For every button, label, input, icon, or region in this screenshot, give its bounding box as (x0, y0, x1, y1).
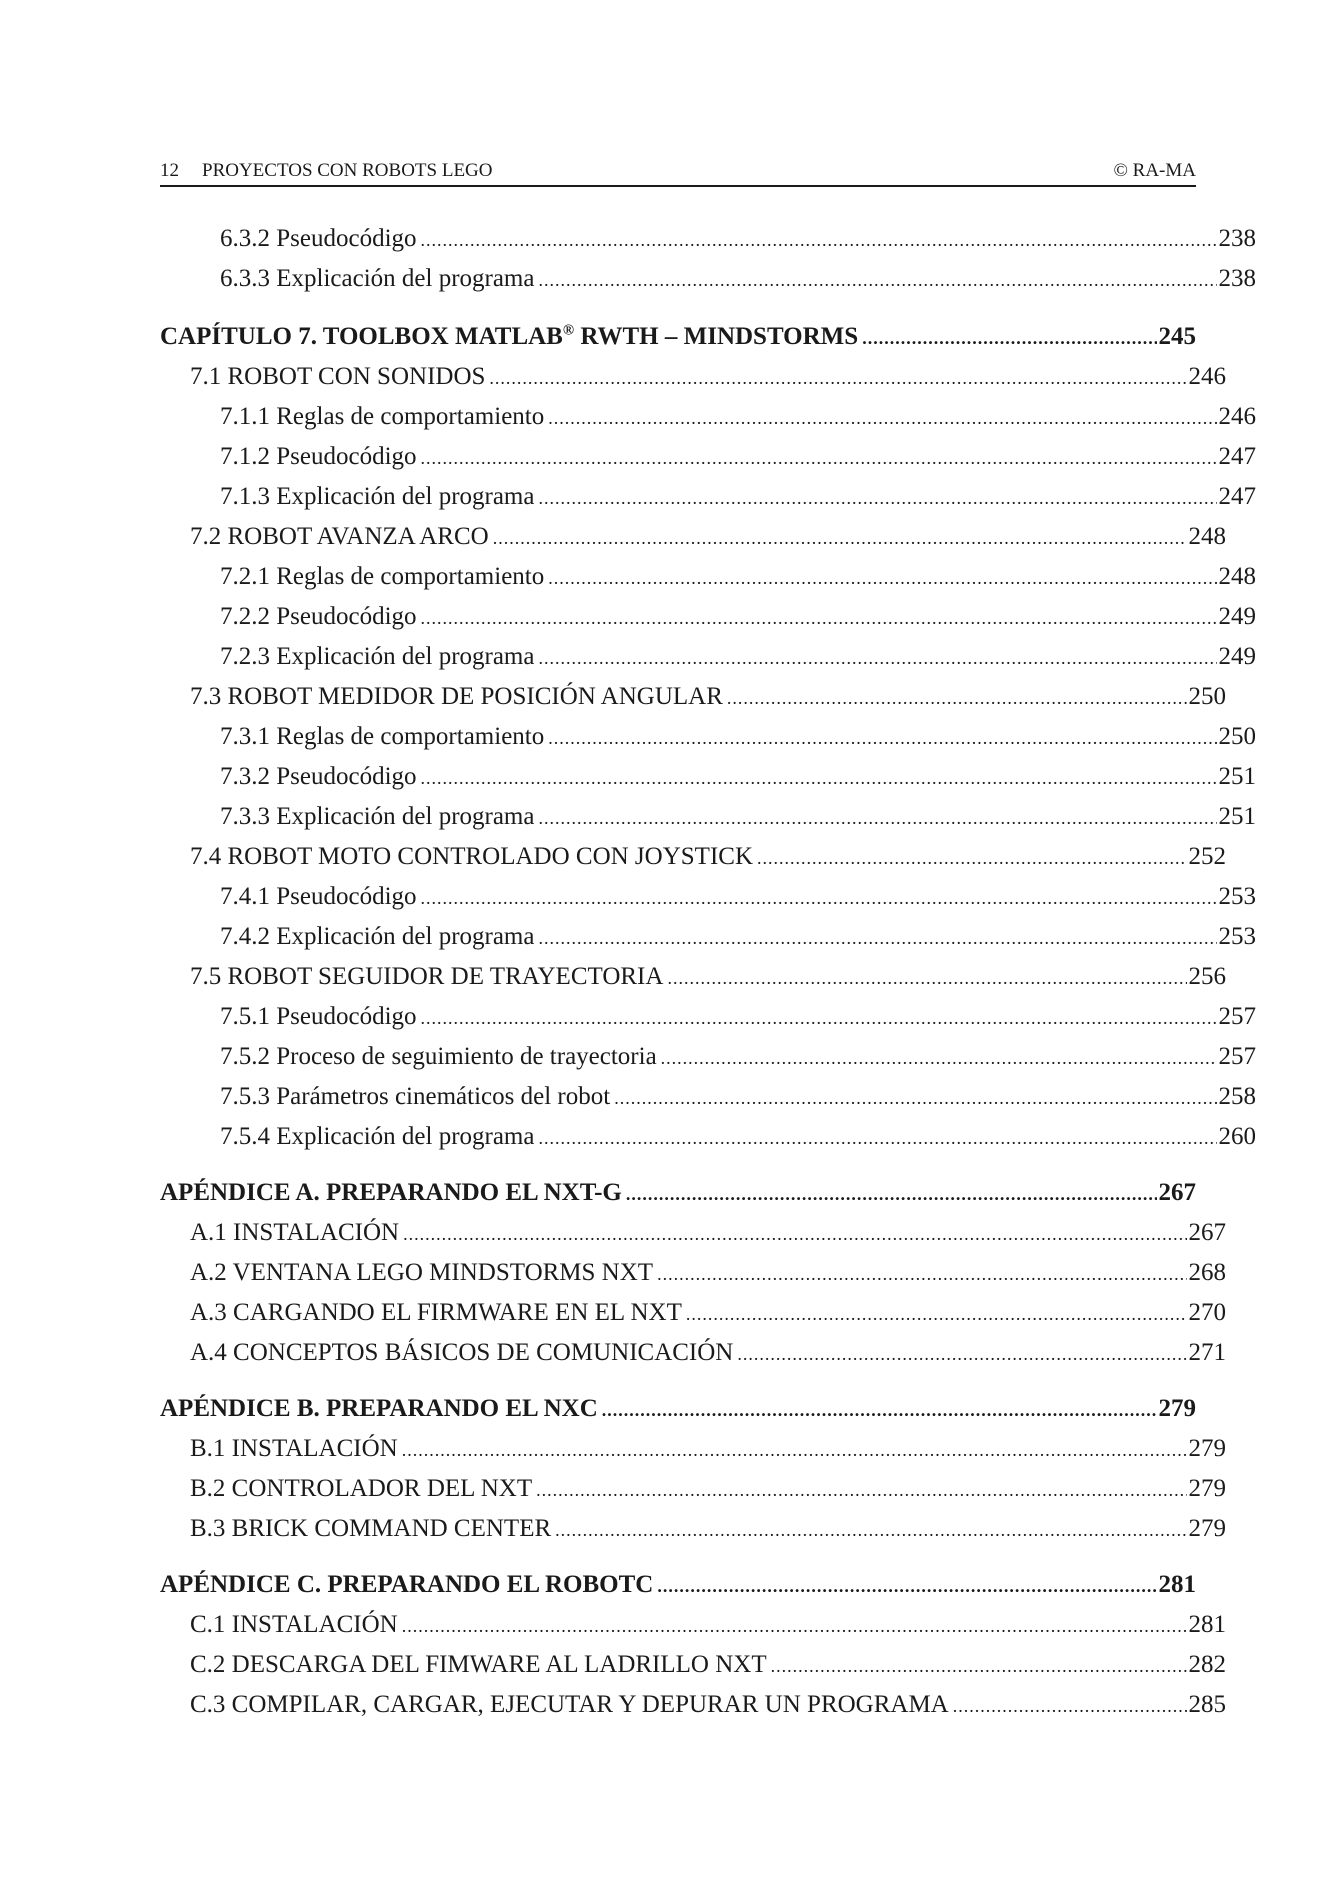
dot-leader (657, 1569, 1156, 1603)
dot-leader (402, 1433, 1187, 1467)
dot-leader (421, 881, 1217, 915)
toc-page-number: 281 (1188, 1611, 1226, 1638)
toc-entry-label: 7.1 ROBOT CON SONIDOS (190, 363, 486, 390)
dot-leader (862, 321, 1156, 355)
toc-page-number: 279 (1188, 1475, 1226, 1502)
toc-page-number: 257 (1218, 1003, 1256, 1030)
toc-page-number: 279 (1188, 1435, 1226, 1462)
toc-entry[interactable] (160, 440, 1256, 474)
toc-entry[interactable] (160, 960, 1226, 994)
dot-leader (421, 761, 1217, 795)
toc-entry[interactable] (160, 1608, 1226, 1642)
toc-entry-label: APÉNDICE A. PREPARANDO EL NXT-G (160, 1179, 622, 1206)
toc-entry[interactable] (160, 360, 1226, 394)
toc-entry[interactable] (160, 1000, 1256, 1034)
toc-page-number: 270 (1188, 1299, 1226, 1326)
toc-page-number: 257 (1218, 1043, 1256, 1070)
toc-entry[interactable] (160, 800, 1256, 834)
toc-entry[interactable] (160, 222, 1256, 256)
toc-entry-label: 7.3.1 Reglas de comportamiento (220, 723, 545, 750)
toc-entry-label: 7.2.3 Explicación del programa (220, 643, 535, 670)
toc-entry-label: APÉNDICE B. PREPARANDO EL NXC (160, 1395, 598, 1422)
toc-entry[interactable] (160, 760, 1256, 794)
toc-page-number: 281 (1158, 1571, 1196, 1598)
dot-leader (538, 641, 1216, 675)
toc-page-number: 247 (1218, 483, 1256, 510)
toc-entry-label: 7.5.1 Pseudocódigo (220, 1003, 417, 1030)
dot-leader (614, 1081, 1216, 1115)
toc-chapter-entry[interactable] (160, 1176, 1196, 1210)
toc-entry[interactable] (160, 1120, 1256, 1154)
toc-page-number: 282 (1188, 1651, 1226, 1678)
toc-entry-label: 6.3.3 Explicación del programa (220, 265, 535, 292)
toc-entry[interactable] (160, 840, 1226, 874)
dot-leader (421, 601, 1217, 635)
toc-entry-label-text: CAPÍTULO 7. TOOLBOX MATLAB (160, 323, 563, 350)
toc-entry-label: B.1 INSTALACIÓN (190, 1435, 398, 1462)
toc-entry[interactable] (160, 262, 1256, 296)
dot-leader (538, 921, 1216, 955)
dot-leader (602, 1393, 1157, 1427)
dot-leader (536, 1473, 1186, 1507)
dot-leader (727, 681, 1187, 715)
toc-page-number: 249 (1218, 643, 1256, 670)
toc-entry[interactable] (160, 600, 1256, 634)
toc-entry-label: C.2 DESCARGA DEL FIMWARE AL LADRILLO NXT (190, 1651, 767, 1678)
running-title: PROYECTOS CON ROBOTS LEGO (202, 160, 493, 181)
toc-page-number: 246 (1188, 363, 1226, 390)
toc-entry[interactable] (160, 560, 1256, 594)
dot-leader (403, 1217, 1186, 1251)
toc-entry[interactable] (160, 1296, 1226, 1330)
toc-entry[interactable] (160, 1512, 1226, 1546)
dot-leader (421, 223, 1217, 257)
toc-entry-label: B.2 CONTROLADOR DEL NXT (190, 1475, 533, 1502)
toc-entry-label: 7.4.1 Pseudocódigo (220, 883, 417, 910)
toc-chapter-entry[interactable] (160, 1568, 1196, 1602)
toc-entry[interactable] (160, 1040, 1256, 1074)
dot-leader (661, 1041, 1217, 1075)
toc-page-number: 285 (1188, 1691, 1226, 1718)
dot-leader (771, 1649, 1187, 1683)
dot-leader (548, 721, 1216, 755)
publisher-mark: © RA-MA (1113, 160, 1196, 181)
toc-page-number: 245 (1158, 323, 1196, 350)
toc-page-number: 260 (1218, 1123, 1256, 1150)
toc-entry[interactable] (160, 1256, 1226, 1290)
toc-page-number: 250 (1218, 723, 1256, 750)
registered-mark: ® (562, 322, 575, 339)
toc-page-number: 253 (1218, 923, 1256, 950)
toc-page-number: 271 (1188, 1339, 1226, 1366)
dot-leader (548, 561, 1216, 595)
dot-leader (489, 361, 1186, 395)
dot-leader (686, 1297, 1187, 1331)
toc-entry-label: 7.2.2 Pseudocódigo (220, 603, 417, 630)
toc-page-number: 251 (1218, 803, 1256, 830)
toc-page-number: 253 (1218, 883, 1256, 910)
toc-entry-label: 7.1.1 Reglas de comportamiento (220, 403, 545, 430)
dot-leader (421, 1001, 1217, 1035)
header-rule (160, 185, 1196, 187)
dot-leader (657, 1257, 1186, 1291)
toc-page-number: 252 (1188, 843, 1226, 870)
dot-leader (548, 401, 1216, 435)
dot-leader (667, 961, 1186, 995)
toc-page-number: 238 (1218, 265, 1256, 292)
dot-leader (555, 1513, 1186, 1547)
dot-leader (538, 1121, 1216, 1155)
toc-entry[interactable] (160, 880, 1256, 914)
toc-entry-label: 6.3.2 Pseudocódigo (220, 225, 417, 252)
toc-chapter-entry[interactable] (160, 1392, 1196, 1426)
toc-page-number: 267 (1158, 1179, 1196, 1206)
toc-entry-label: 7.5.4 Explicación del programa (220, 1123, 535, 1150)
toc-page-number: 268 (1188, 1259, 1226, 1286)
toc-page-number: 248 (1218, 563, 1256, 590)
toc-entry[interactable] (160, 1472, 1226, 1506)
toc-page-number: 249 (1218, 603, 1256, 630)
toc-page-number: 247 (1218, 443, 1256, 470)
toc-entry-label: A.1 INSTALACIÓN (190, 1219, 400, 1246)
toc-entry-label: 7.5 ROBOT SEGUIDOR DE TRAYECTORIA (190, 963, 664, 990)
toc-entry-label (160, 320, 858, 354)
toc-entry-label: 7.1.3 Explicación del programa (220, 483, 535, 510)
toc-entry[interactable] (160, 480, 1256, 514)
toc-entry-label: 7.4.2 Explicación del programa (220, 923, 535, 950)
toc-entry-label: 7.2 ROBOT AVANZA ARCO (190, 523, 489, 550)
toc-entry-label: 7.3.3 Explicación del programa (220, 803, 535, 830)
toc-page-number: 258 (1218, 1083, 1256, 1110)
toc-page-number: 248 (1188, 523, 1226, 550)
toc-entry-label: A.2 VENTANA LEGO MINDSTORMS NXT (190, 1259, 654, 1286)
toc-chapter-entry[interactable] (160, 320, 1196, 354)
toc-page-number: 279 (1158, 1395, 1196, 1422)
toc-page-number: 279 (1188, 1515, 1226, 1542)
toc-page-number: 238 (1218, 225, 1256, 252)
toc-entry-label: A.3 CARGANDO EL FIRMWARE EN EL NXT (190, 1299, 682, 1326)
toc-page-number: 246 (1218, 403, 1256, 430)
toc-entry-label: C.3 COMPILAR, CARGAR, EJECUTAR Y DEPURAR UN PROGRAMA (190, 1691, 949, 1718)
toc-entry[interactable] (160, 1432, 1226, 1466)
toc-entry[interactable] (160, 920, 1256, 954)
toc-page-number: 250 (1188, 683, 1226, 710)
toc-entry-label: B.3 BRICK COMMAND CENTER (190, 1515, 552, 1542)
toc-entry[interactable] (160, 720, 1256, 754)
toc-entry-label: C.1 INSTALACIÓN (190, 1611, 398, 1638)
dot-leader (538, 801, 1216, 835)
toc-page-number: 267 (1188, 1219, 1226, 1246)
toc-entry-label: 7.3 ROBOT MEDIDOR DE POSICIÓN ANGULAR (190, 683, 723, 710)
dot-leader (421, 441, 1217, 475)
toc-entry-label-text: RWTH – MINDSTORMS (574, 323, 859, 350)
toc-entry-label: 7.5.3 Parámetros cinemáticos del robot (220, 1083, 611, 1110)
toc-entry[interactable] (160, 1648, 1226, 1682)
toc-entry-label: 7.5.2 Proceso de seguimiento de trayectoria (220, 1043, 657, 1070)
toc-entry-label: 7.2.1 Reglas de comportamiento (220, 563, 545, 590)
toc-entry-label: A.4 CONCEPTOS BÁSICOS DE COMUNICACIÓN (190, 1339, 734, 1366)
toc-entry-label: 7.1.2 Pseudocódigo (220, 443, 417, 470)
toc-entry[interactable] (160, 1080, 1256, 1114)
page-number: 12 (160, 160, 179, 181)
dot-leader (402, 1609, 1187, 1643)
toc-entry[interactable] (160, 680, 1226, 714)
dot-leader (953, 1689, 1187, 1723)
toc-entry[interactable] (160, 1336, 1226, 1370)
toc-entry-label: APÉNDICE C. PREPARANDO EL ROBOTC (160, 1571, 654, 1598)
dot-leader (493, 521, 1187, 555)
toc-page-number: 256 (1188, 963, 1226, 990)
toc-entry-label: 7.4 ROBOT MOTO CONTROLADO CON JOYSTICK (190, 843, 754, 870)
toc-entry[interactable] (160, 640, 1256, 674)
toc-entry[interactable] (160, 520, 1226, 554)
dot-leader (538, 481, 1216, 515)
dot-leader (626, 1177, 1157, 1211)
running-header (160, 158, 1196, 186)
dot-leader (737, 1337, 1186, 1371)
toc-entry[interactable] (160, 400, 1256, 434)
toc-entry[interactable] (160, 1688, 1226, 1722)
toc-entry-label: 7.3.2 Pseudocódigo (220, 763, 417, 790)
dot-leader (757, 841, 1186, 875)
dot-leader (538, 263, 1216, 297)
toc-page-number: 251 (1218, 763, 1256, 790)
toc-entry[interactable] (160, 1216, 1226, 1250)
